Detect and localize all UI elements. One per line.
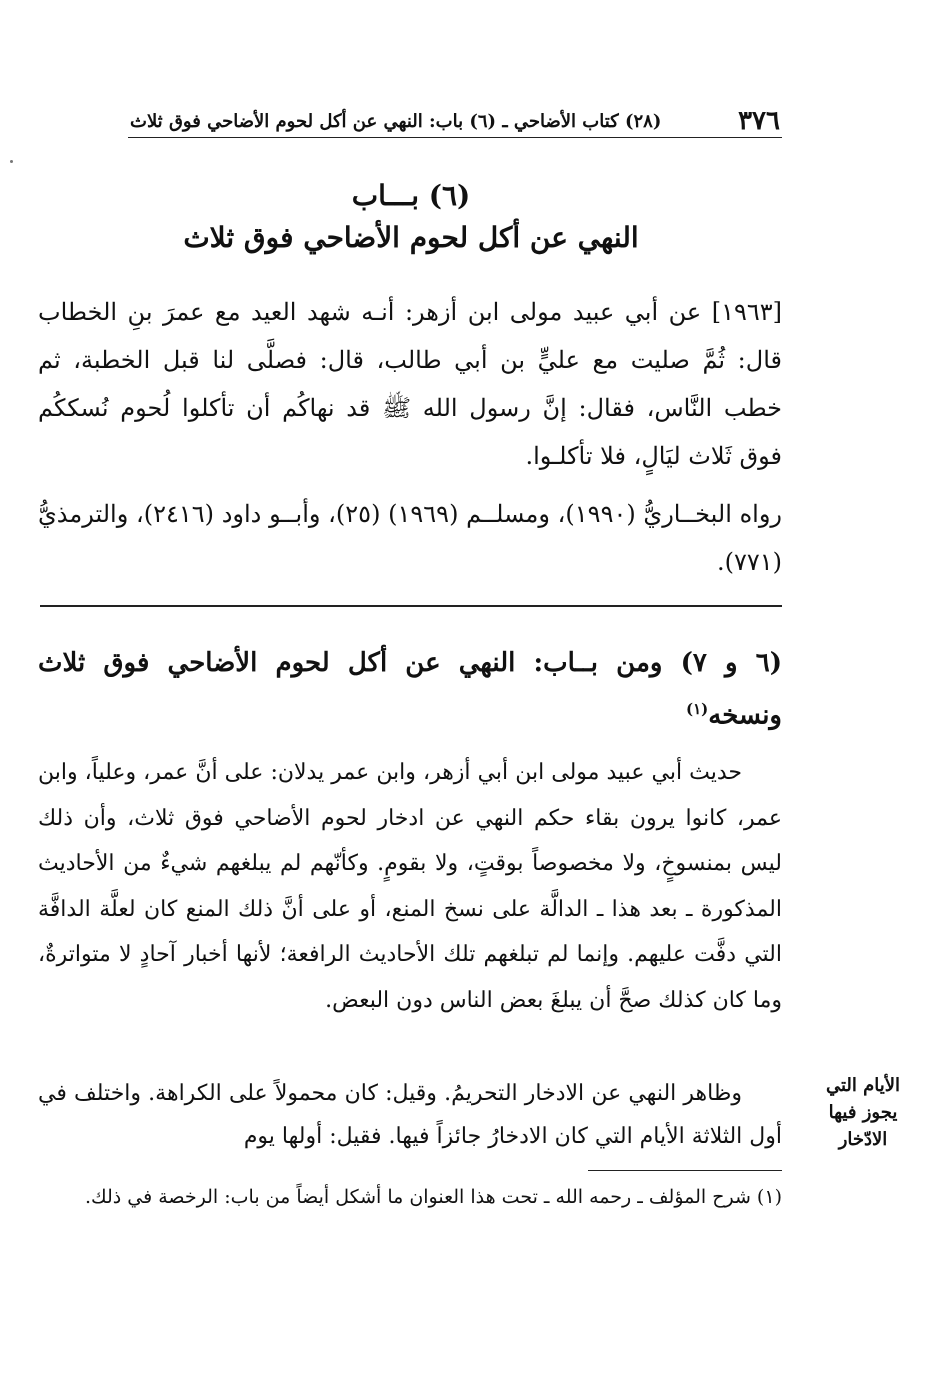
- hadith-text-block: [38, 288, 782, 480]
- commentary-heading: [38, 640, 782, 739]
- footnote-marker[interactable]: (١): [686, 700, 709, 718]
- commentary-heading-text: (٦ و ٧) ومن بــاب: النهي عن أكل لحوم الأضاحي فوق ثلاث ونسخه: [38, 648, 782, 731]
- commentary-paragraph-1: حديث أبي عبيد مولى ابن أبي أزهر، وابن عمر يدلان: على أنَّ عمر، وعلياً، وابن عمر، كانوا يرون بقاء حكم النهي عن ادخار لحوم الأضاحي فوق ثلاث، وأن ذلك ليس بمنسوخٍ، ولا مخصوصاً بوقتٍ، ولا بقومٍ. وكأنّهم لم يبلغهم شيءٌ من الأحاديث المذكورة ـ بعد هذا ـ الدالَّة على نسخ المنع، أو على أنَّ ذلك المنع كان لعلَّة الدافَّة التي دفَّت عليهم. وإنما لم تبلغهم تلك الأحاديث الرافعة؛ لأنها أخبار آحادٍ لا متواترةٌ، وما كان كذلك صحَّ أن يبلغَ بعض الناس دون البعض.: [38, 760, 782, 1013]
- margin-note-line-3: الادّخار: [838, 1129, 888, 1150]
- header-divider: [128, 137, 782, 138]
- margin-note-line-2: يجوز فيها: [828, 1102, 898, 1123]
- chapter-heading: [40, 176, 782, 260]
- running-title: (٢٨) كتاب الأضاحي ـ (٦) باب: النهي عن أكل لحوم الأضاحي فوق ثلاث: [130, 111, 662, 132]
- commentary-paragraph-2: وظاهر النهي عن الادخار التحريمُ. وقيل: كان محمولاً على الكراهة. واختلف في أول الثلاثة الأيام التي كان الادخارُ جائزاً فيها. فقيل: أولها يوم: [38, 1081, 782, 1149]
- scan-speck: [10, 160, 13, 163]
- footnote-text: (١) شرح المؤلف ـ رحمه الله ـ تحت هذا العنوان ما أشكل أيضاً من باب: الرخصة في ذلك.: [84, 1186, 782, 1208]
- footnote-divider: [588, 1170, 782, 1171]
- section-divider: [40, 605, 782, 607]
- chapter-number: (٦) بـــاب: [351, 179, 471, 212]
- hadith-text: [١٩٦٣] عن أبي عبيد مولى ابن أزهر: أنـه شهد العيد مع عمرَ بنِ الخطاب قال: ثُمَّ صليت مع عليٍّ بن أبي طالب، قال: فصلَّى لنا قبل الخطبة، ثم خطب النَّاس، فقال: إنَّ رسول الله ﷺ قد نهاكُم أن تأكلوا لُحوم نُسككُم فوق ثَلاث ليَالٍ، فلا تأكلـوا.: [38, 298, 782, 470]
- margin-note-line-1: الأيام التي: [825, 1075, 901, 1096]
- takhrij-text: رواه البخــاريُّ (١٩٩٠)، ومسلــم (١٩٦٩) (٢٥)، وأبــو داود (٢٤١٦)، والترمذيُّ (٧٧١).: [38, 500, 782, 576]
- commentary-block-2: [38, 1072, 782, 1158]
- chapter-title: النهي عن أكل لحوم الأضاحي فوق ثلاث: [183, 221, 639, 254]
- page-number: ٣٧٦: [738, 106, 780, 136]
- commentary-block: [38, 750, 782, 1023]
- page-header: [130, 96, 780, 136]
- footnote-block: [38, 1180, 782, 1215]
- takhrij-block: [38, 490, 782, 586]
- margin-note: [818, 1072, 908, 1153]
